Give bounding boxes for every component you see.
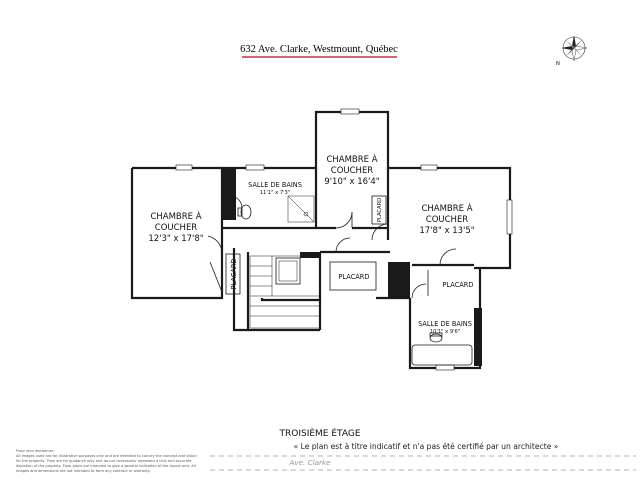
wall-block — [300, 252, 320, 258]
svg-text:COUCHER: COUCHER — [154, 223, 198, 233]
room-label-bath-top — [248, 181, 302, 196]
closet-top — [372, 196, 386, 224]
svg-text:PLACARD: PLACARD — [377, 197, 383, 223]
compass-rose-icon — [561, 35, 587, 61]
room-label-bedroom-right — [419, 202, 474, 236]
svg-text:CHAMBRE À: CHAMBRE À — [150, 212, 202, 222]
svg-text:SALLE DE BAINS: SALLE DE BAINS — [248, 181, 302, 189]
bath-right-fixtures — [412, 333, 472, 365]
address-title: 632 Ave. Clarke, Westmount, Québec — [240, 44, 398, 55]
street-lines — [210, 456, 636, 470]
svg-text:PLACARD: PLACARD — [230, 258, 238, 290]
floor-title: TROISIÈME ÉTAGE — [279, 429, 361, 439]
svg-text:for the property. They are for: for the property. They are for guidance only and do not necessarily represent a true and accurate — [16, 459, 192, 463]
svg-text:COUCHER: COUCHER — [425, 215, 469, 225]
room-label-bedroom-left — [148, 210, 203, 244]
room-label-bath-right — [418, 320, 472, 335]
svg-text:COUCHER: COUCHER — [330, 166, 374, 176]
svg-text:12'3" x 17'8": 12'3" x 17'8" — [148, 234, 204, 244]
bath-top-fixtures — [238, 196, 314, 222]
svg-text:Floor plan disclaimer:: Floor plan disclaimer: — [16, 449, 55, 453]
svg-text:10'1" x 9'6": 10'1" x 9'6" — [429, 329, 461, 335]
svg-text:All images used are for illust: All images used are for illustrative purposes only and are intended to convey the concept and vision — [16, 454, 197, 458]
staircase — [250, 256, 320, 328]
svg-text:CHAMBRE À: CHAMBRE À — [421, 204, 473, 214]
room-label-bedroom-top — [324, 153, 379, 187]
svg-text:17'8" x 13'5": 17'8" x 13'5" — [419, 226, 475, 236]
compass-label: N — [556, 61, 560, 67]
door-swings — [208, 196, 456, 298]
closet-left — [226, 254, 240, 294]
svg-text:SALLE DE BAINS: SALLE DE BAINS — [418, 320, 472, 328]
street-label: Ave. Clarke — [289, 458, 331, 467]
wall-block — [474, 308, 482, 366]
svg-text:CHAMBRE À: CHAMBRE À — [326, 155, 378, 165]
svg-text:9'10" x 16'4": 9'10" x 16'4" — [324, 177, 380, 187]
svg-text:depiction of the property. Flo: depiction of the property. Floor plans are intended to give a general indication of the layout only. All — [16, 464, 196, 468]
svg-text:images and dimensions are not: images and dimensions are not intended to form any contract or warranty. — [16, 469, 151, 473]
wall-block — [222, 168, 236, 220]
closet-right-label: PLACARD — [442, 281, 474, 289]
disclaimer: « Le plan est à titre indicatif et n'a pas été certifié par un architecte » — [293, 442, 559, 451]
fine-print — [16, 449, 197, 473]
closet-center-label: PLACARD — [338, 273, 370, 281]
svg-text:11'1" x 7'3": 11'1" x 7'3" — [259, 190, 291, 196]
wall-block — [388, 262, 410, 298]
